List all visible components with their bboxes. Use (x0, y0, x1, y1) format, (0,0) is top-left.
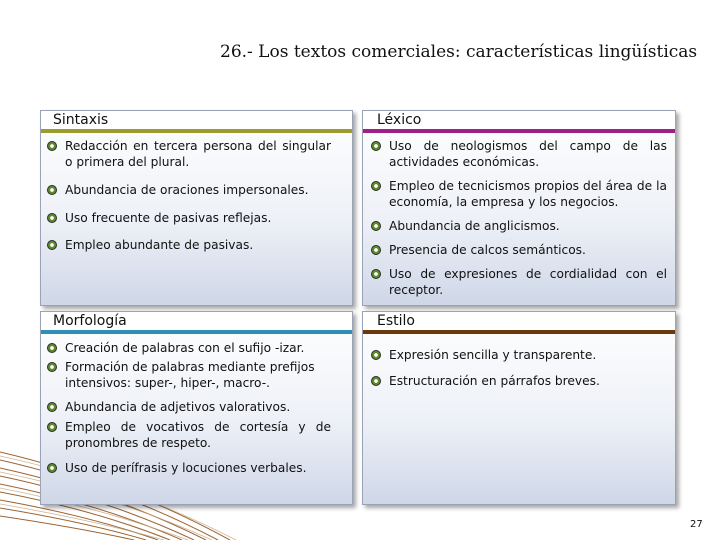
morfologia-list (41, 312, 352, 504)
sintaxis-panel (40, 110, 353, 306)
item-text: Presencia de calcos semánticos. (389, 243, 586, 257)
list-item (41, 211, 341, 227)
list-item (365, 374, 667, 390)
list-item (365, 179, 667, 210)
bullet-icon (47, 240, 57, 250)
item-text: Empleo de tecnicismos propios del área de la economía, la empresa y los negocios. (389, 179, 667, 209)
list-item (365, 219, 667, 235)
item-text: Estructuración en párrafos breves. (389, 374, 600, 388)
sintaxis-list (41, 111, 352, 305)
lexico-header: Léxico (363, 111, 675, 133)
bullet-icon (47, 402, 57, 412)
bullet-icon (47, 185, 57, 195)
item-text: Uso de neologismos del campo de las actividades económicas. (389, 139, 667, 169)
item-text: Formación de palabras mediante prefijos intensivos: super-, hiper-, macro-. (65, 360, 315, 390)
list-item (41, 183, 341, 199)
list-item (365, 348, 667, 364)
bullet-icon (47, 141, 57, 151)
item-text: Creación de palabras con el sufijo -izar. (65, 341, 305, 355)
item-text: Abundancia de adjetivos valorativos. (65, 400, 291, 414)
list-item (41, 341, 341, 357)
lexico-panel (362, 110, 676, 306)
list-item (41, 360, 341, 391)
list-item (365, 243, 667, 259)
list-item (41, 238, 341, 254)
sintaxis-header: Sintaxis (41, 111, 352, 133)
list-item (41, 400, 341, 416)
lexico-list (363, 111, 675, 305)
list-item (41, 420, 331, 451)
item-text: Empleo de vocativos de cortesía y de pronombres de respeto. (65, 420, 331, 450)
bullet-icon (371, 350, 381, 360)
item-text: Empleo abundante de pasivas. (65, 238, 254, 252)
morfologia-panel (40, 311, 353, 505)
bullet-icon (371, 181, 381, 191)
bullet-icon (371, 269, 381, 279)
slide-title: 26.- Los textos comerciales: características lingüísticas (220, 42, 698, 62)
bullet-icon (47, 463, 57, 473)
bullet-icon (371, 141, 381, 151)
bullet-icon (371, 221, 381, 231)
item-text: Expresión sencilla y transparente. (389, 348, 597, 362)
bullet-icon (47, 213, 57, 223)
item-text: Redacción en tercera persona del singular o primera del plural. (65, 139, 331, 169)
item-text: Uso frecuente de pasivas reflejas. (65, 211, 272, 225)
estilo-panel (362, 311, 676, 505)
item-text: Abundancia de anglicismos. (389, 219, 560, 233)
item-text: Uso de perífrasis y locuciones verbales. (65, 461, 307, 475)
list-item (365, 139, 667, 170)
list-item (41, 139, 331, 170)
morfologia-header: Morfología (41, 312, 352, 334)
list-item (365, 267, 667, 298)
bullet-icon (47, 422, 57, 432)
bullet-icon (371, 245, 381, 255)
item-text: Uso de expresiones de cordialidad con el receptor. (389, 267, 667, 297)
bullet-icon (47, 362, 57, 372)
page-number: 27 (690, 519, 703, 530)
estilo-list (363, 312, 675, 504)
estilo-header: Estilo (363, 312, 675, 334)
bullet-icon (47, 343, 57, 353)
list-item (41, 461, 341, 477)
bullet-icon (371, 376, 381, 386)
item-text: Abundancia de oraciones impersonales. (65, 183, 309, 197)
